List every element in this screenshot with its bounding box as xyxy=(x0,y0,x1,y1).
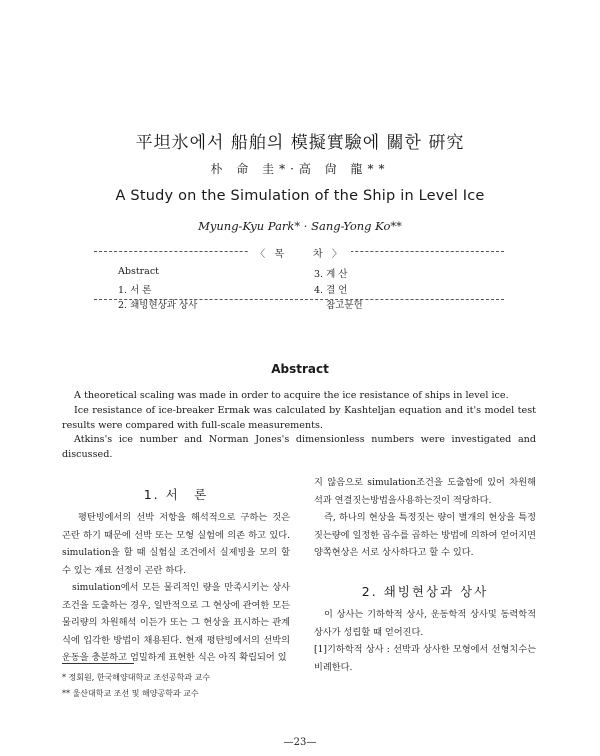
authors-english: Myung-Kyu Park* · Sang-Yong Ko** xyxy=(198,219,402,233)
abstract-heading: Abstract xyxy=(271,362,329,376)
toc-item: 2. 쇄빙현상과 상사 xyxy=(118,300,198,311)
body-paragraph: 즉, 하나의 현상을 특정짓는 량이 별개의 현상을 특정 짓는량에 일정한 곱수를 곱하는 방법에 의하여 얻어지면 양쪽현상은 서로 상사하다고 할 수 있다. xyxy=(314,512,536,558)
right-column-body xyxy=(314,474,536,562)
toc-item: 1. 서 론 xyxy=(118,285,152,296)
toc-item: 참고문헌 xyxy=(326,300,363,311)
body-paragraph: simulation에서 모든 물리적인 량을 만족시키는 상사조건을 도출하는 경우, 일반적으로 그 현상에 관여한 모든 물리량의 차원해석 이든가 또는 그 현상을 표시하는 관계식에 입각한 방법이 채용된다. 현재 평탄빙에서의 선박의 운동을 충분하고 엄밀하게 표현한 식은 아직 확립되어 있 xyxy=(62,582,290,663)
abstract-paragraph: Atkins's ice number and Norman Jones's dimensionless numbers were investigated and discussed. xyxy=(62,434,536,460)
right-column-body-2 xyxy=(314,606,536,676)
section-heading-similarity: 2. 쇄빙현상과 상사 xyxy=(361,584,489,599)
toc-item: 4. 결 언 xyxy=(314,285,348,296)
section-heading-introduction: 1. 서 론 xyxy=(143,487,209,502)
body-paragraph: 평탄빙에서의 선박 저항을 해석적으로 구하는 것은 곤란 하기 때문에 선박 또는 모형 실험에 의존 하고 있다. simulation을 할 때 실험실 조건에서 실제빙을 모의 할수 있는 재료 선정이 곤란 하다. xyxy=(62,512,290,576)
footnote: * 정회원, 한국해양대학교 조선공학과 교수 xyxy=(62,673,211,682)
toc-item: Abstract xyxy=(118,266,159,277)
abstract-paragraph: Ice resistance of ice-breaker Ermak was calculated by Kashteljan equation and it's model test results were compared with full-scale measurements. xyxy=(62,405,536,431)
body-paragraph: 지 않음으로 simulation조건을 도출함에 있어 차원해석과 연결짓는방법을사용하는것이 적당하다. xyxy=(314,477,536,506)
toc-item: 3. 계 산 xyxy=(314,269,348,280)
footnote-rule xyxy=(62,663,134,664)
body-paragraph: [1]기하학적 상사 : 선박과 상사한 모형에서 선형치수는 비례한다. xyxy=(314,644,536,673)
body-paragraph: 이 상사는 기하학적 상사, 운동학적 상사및 동력학적 상사가 성립할 때 얻어진다. xyxy=(314,609,536,638)
footnote: ** 울산대학교 조선 및 해양공학과 교수 xyxy=(62,689,199,698)
toc-heading: 〈 목 차 〉 xyxy=(0,245,600,260)
left-column-body xyxy=(62,509,290,667)
abstract-paragraph: A theoretical scaling was made in order to acquire the ice resistance of ships in level ice. xyxy=(74,390,509,401)
paper-title-english: A Study on the Simulation of the Ship in Level Ice xyxy=(115,188,485,204)
paper-title-korean: 平坦氷에서 船舶의 模擬實驗에 關한 硏究 xyxy=(135,133,465,153)
authors-korean: 朴 命 圭*·高 尙 龍** xyxy=(210,162,390,176)
page-number: —23— xyxy=(283,737,317,748)
